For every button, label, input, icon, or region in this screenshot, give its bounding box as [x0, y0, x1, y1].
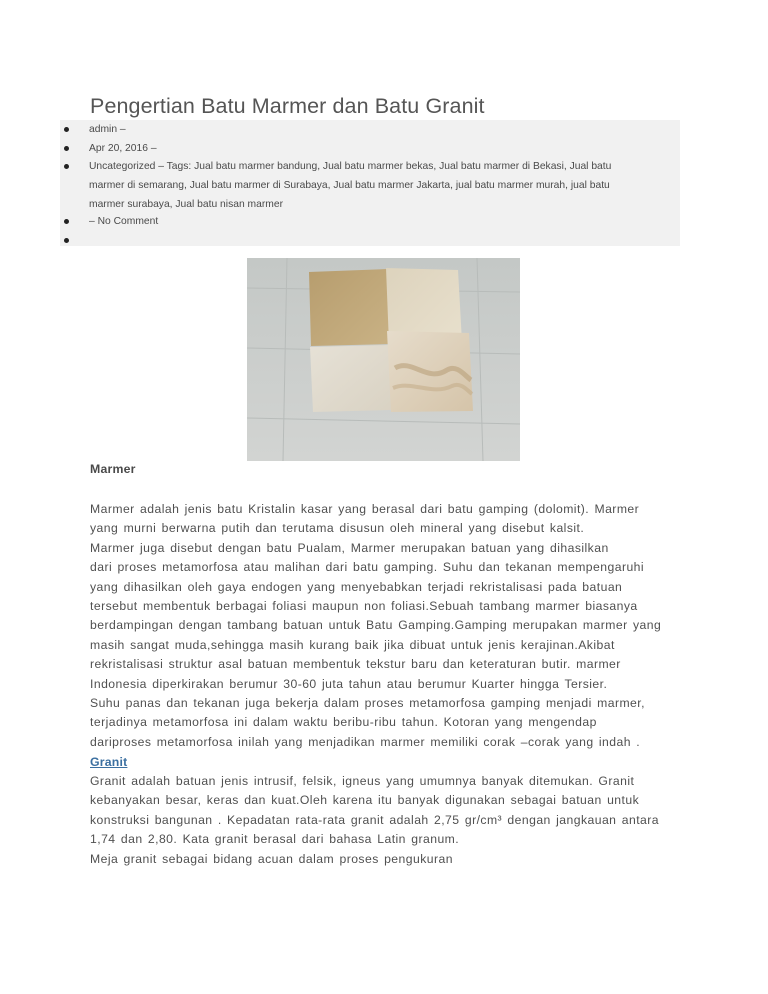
tags-line[interactable]: Uncategorized – Tags: Jual batu marmer bandung, Jual batu marmer bekas, Jual batu marmer di Bekasi, Jual batu: [89, 161, 612, 172]
comments-link[interactable]: – No Comment: [89, 216, 159, 227]
granit-heading-link[interactable]: Granit: [90, 755, 128, 769]
text-line: konstruksi bangunan . Kepadatan rata-rata granit adalah 2,75 gr/cm³ dengan jangkauan antara: [90, 812, 659, 827]
text-line: Marmer juga disebut dengan batu Pualam, Marmer merupakan batuan yang dihasilkan: [90, 540, 609, 555]
meta-item-tags: [60, 158, 680, 214]
text-line: Suhu panas dan tekanan juga bekerja dalam proses metamorfosa gamping menjadi marmer,: [90, 695, 645, 710]
author-link[interactable]: admin –: [89, 124, 126, 135]
bullet-icon: [64, 219, 69, 224]
text-line: yang murni berwarna putih dan terutama disusun oleh mineral yang disebut kalsit.: [90, 521, 585, 536]
granit-paragraph: [90, 772, 690, 869]
marmer-paragraph: [90, 500, 690, 752]
article-title: Pengertian Batu Marmer dan Batu Granit: [90, 94, 485, 118]
text-line: terjadinya metamorfosa ini dalam waktu beribu-ribu tahun. Kotoran yang mengendap: [90, 715, 597, 730]
text-line: Granit adalah batuan jenis intrusif, felsik, igneus yang umumnya banyak ditemukan. Granit: [90, 774, 635, 788]
tags-line[interactable]: marmer surabaya, Jual batu nisan marmer: [89, 199, 284, 210]
marble-tiles-photo: [247, 258, 520, 461]
text-line: dariproses metamorfosa inilah yang menjadikan marmer memiliki corak –corak yang indah .: [90, 734, 641, 749]
bullet-icon: [64, 127, 69, 132]
bullet-icon: [64, 164, 69, 169]
text-line: masih sangat muda,sehingga masih kurang baik jika dibuat untuk jenis kerajinan.Akibat: [90, 637, 615, 652]
text-line: yang dihasilkan oleh gaya endogen yang menyebabkan terjadi rekristalisasi pada batuan: [90, 579, 623, 594]
post-meta: [60, 120, 680, 246]
text-line: 1,74 dan 2,80. Kata granit berasal dari bahasa Latin granum.: [90, 832, 460, 847]
tags-line[interactable]: marmer di semarang, Jual batu marmer di Surabaya, Jual batu marmer Jakarta, jual batu marmer murah, jual batu: [89, 180, 610, 191]
marble-tiles-image: [247, 258, 520, 461]
text-line: berdampingan dengan tambang batuan untuk Batu Gamping.Gamping merupakan marmer yang: [90, 618, 662, 633]
bullet-icon: [64, 146, 69, 151]
text-line: dari proses metamorfosa atau malihan dari batu gamping. Suhu dan tekanan mempengaruhi: [90, 560, 645, 575]
text-line: rekristalisasi struktur asal batuan membentuk tekstur baru dan keteraturan butir. marmer: [90, 657, 621, 672]
text-line: tersebut membentuk berbagai foliasi maupun non foliasi.Sebuah tambang marmer biasanya: [90, 598, 638, 613]
text-line: Meja granit sebagai bidang acuan dalam proses pengukuran: [90, 851, 453, 866]
marmer-heading: Marmer: [90, 462, 136, 476]
text-line: Indonesia diperkirakan berumur 30-60 juta tahun atau berumur Kuarter hingga Tersier.: [90, 676, 608, 691]
text-line: Marmer adalah jenis batu Kristalin kasar yang berasal dari batu gamping (dolomit). Marmer: [90, 502, 640, 516]
post-date: Apr 20, 2016 –: [89, 143, 157, 154]
bullet-icon: [64, 238, 69, 243]
text-line: kebanyakan besar, keras dan kuat.Oleh karena itu banyak digunakan sebagai batuan untuk: [90, 793, 640, 808]
